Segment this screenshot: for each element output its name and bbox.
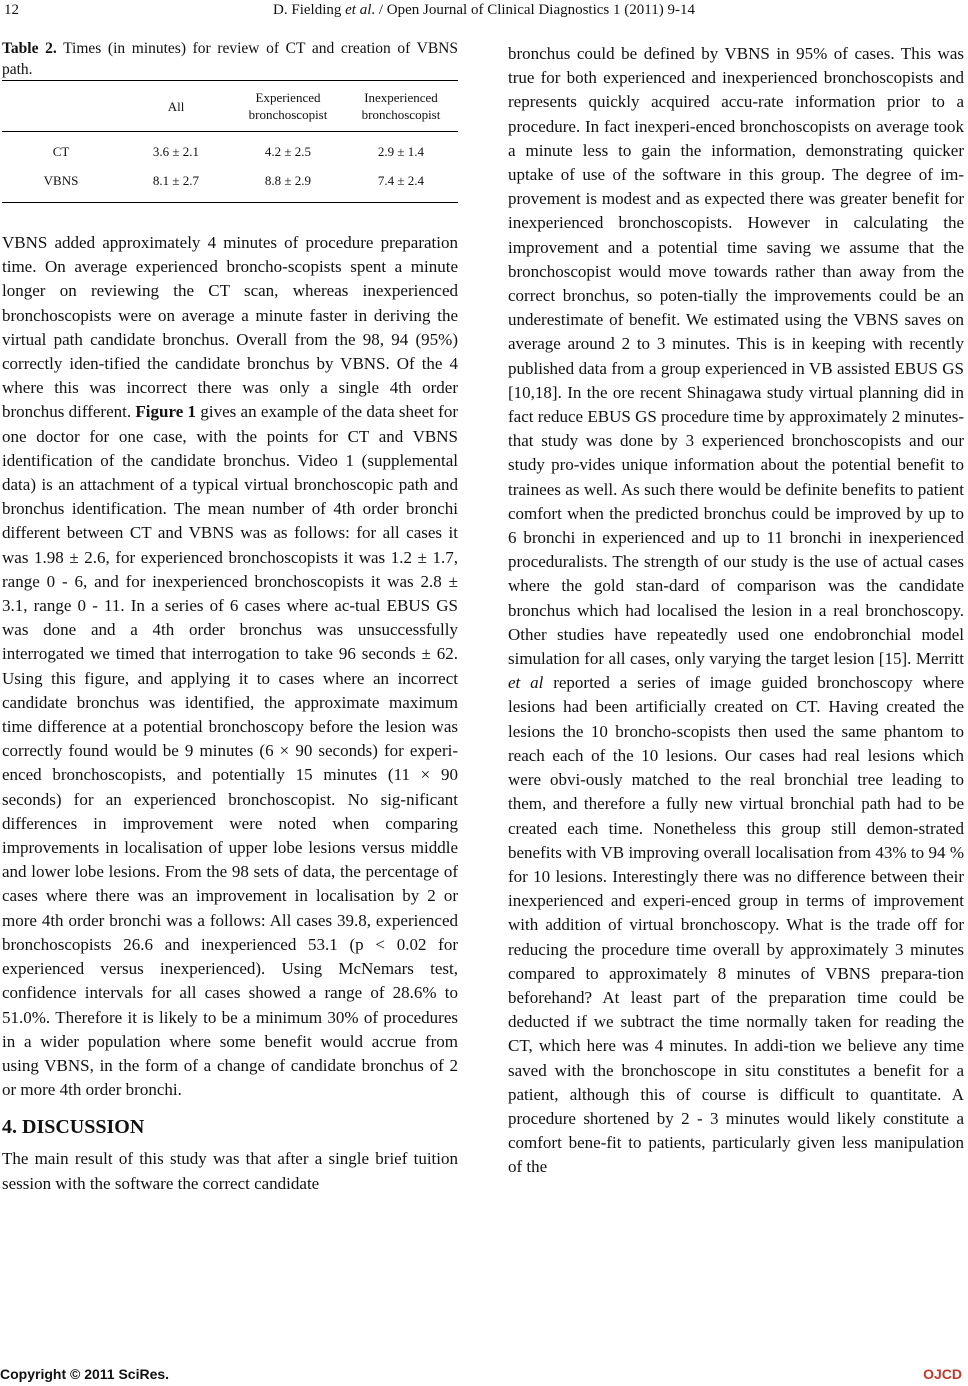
page-number: 12 bbox=[4, 2, 19, 18]
table-row bbox=[2, 132, 458, 168]
table-caption-text: Times (in minutes) for review of CT and creation of VBNS path. bbox=[2, 40, 458, 78]
table-header-cell: Experienced bronchoscopist bbox=[248, 90, 328, 122]
discussion-text-part2: reported a series of image guided bronchoscopy where lesions had been artificially created on CT. Having created the lesions the 10 broncho-scopists then used the same phantom to reach each of the 10 lesions. Our cases had real lesions which were obvi-ously matched to the real bronchial tree leading to them, and therefore a fully new virtual bronchial path had to be created each time. Nonetheless this group still demon-strated benefits with VB improving overall localisation from 43% to 94 % for 10 lesions. Interestingly there was no difference between their inexperienced and experi-enced group in terms of improvement with addition of virtual bronchoscopy. What is the trade off for reducing the procedure time overall by approximately 3 minutes compared to approximately 8 minutes of VBNS prepara-tion beforehand? At least part of the preparation time could be deducted if we subtract the time normally taken for reading the CT, which here was 4 minutes. In addi-tion we believe any time saved with the bronchoscope in situ constitutes a benefit for a patient, although this of course is difficult to quantitate. A procedure shortened by 2 - 3 minutes would likely constitute a comfort bene-fit to patients, particularly given less manipulation of the bbox=[508, 673, 964, 1177]
running-head-title bbox=[0, 2, 968, 19]
table-caption-label: Table 2. bbox=[2, 40, 57, 57]
running-header bbox=[0, 0, 968, 24]
results-text-part2: gives an example of the data sheet for one doctor for one case, with the points for CT and VBNS identification of the candidate bronchus. Video 1 (supplemental data) is an attachment of a typical virtual bronchoscopic path and bronchus identification. The mean number of 4th order bronchi different between CT and VBNS was as follows: for all cases it was 1.98 ± 2.6, for experienced bronchoscopists it was 1.2 ± 1.7, range 0 - 6, and for inexperienced bronchoscopists it was 2.8 ± 3.1, range 0 - 11. In a series of 6 cases where ac-tual EBUS GS was done and a 4th order bronchus was unsuccessfully interrogated we timed that interrogation to take 96 seconds ± 62. Using this figure, and applying it to cases where an incorrect candidate bronchus was identified, the approximate maximum time difference at a potential bronchoscopy before the lesion was correctly found would be 9 minutes (6 × 90 seconds) for experi-enced bronchoscopists, and potentially 15 minutes (11 × 90 seconds) for an experienced bronchoscopist. No sig-nificant differences in improvement were noted when comparing improvements in localisation of upper lobe lesions versus middle and lower lobe lesions. From the 98 sets of data, the percentage of cases where there was an improvement in localisation by 2 or more 4th order bronchi was a follows: All cases 39.8, experienced bronchoscopists 26.6 and inexperienced 53.1 (p < 0.02 for experienced versus inexperienced). Using McNemars test, confidence intervals for all cases showed a range of 28.6% to 51.0%. Therefore it is likely to be a minimum 30% of procedures in a wider population where some benefit would accrue from using VBNS, in the form of a change of candidate bronchus of 2 or more 4th order bronchi. bbox=[2, 402, 458, 1100]
running-head-journal: . / Open Journal of Clinical Diagnostics 1 (2011) 9-14 bbox=[371, 2, 695, 18]
results-text-part1: VBNS added approximately 4 minutes of procedure preparation time. On average experienced broncho-scopists spent a minute longer on reviewing the CT scan, whereas inexperienced bronchoscopists were on average a minute faster in deriving the virtual path candidate bronchus. Overall from the 98, 94 (95%) correctly iden-tified the candidate bronchus by VBNS. Of the 4 where this was incorrect there was only a single 4th order bronchus different. bbox=[2, 233, 458, 422]
copyright-notice: Copyright © 2011 SciRes. bbox=[0, 1366, 170, 1382]
figure-reference-link[interactable]: Figure 1 bbox=[135, 402, 197, 422]
table-cell: 7.4 ± 2.4 bbox=[377, 173, 425, 189]
running-head-author: D. Fielding bbox=[273, 2, 346, 18]
right-column bbox=[508, 42, 964, 1180]
page-footer bbox=[0, 1366, 968, 1386]
section-heading-discussion: 4. DISCUSSION bbox=[2, 1116, 145, 1139]
left-column bbox=[2, 38, 458, 1196]
table-cell: 8.8 ± 2.9 bbox=[264, 173, 312, 189]
table-cell: CT bbox=[52, 144, 70, 160]
table-header-cell: All bbox=[167, 98, 185, 114]
table-header-cell: Inexperienced bronchoscopist bbox=[361, 90, 441, 122]
running-head-et-al: et al bbox=[345, 2, 372, 18]
discussion-paragraph: The main result of this study was that after a single brief tuition session with the software the correct candidate bbox=[2, 1149, 458, 1193]
table-cell: 8.1 ± 2.7 bbox=[152, 173, 200, 189]
results-paragraph bbox=[2, 231, 458, 1102]
table-cell: 4.2 ± 2.5 bbox=[264, 144, 312, 160]
table-cell: 2.9 ± 1.4 bbox=[377, 144, 425, 160]
times-table bbox=[2, 80, 458, 203]
table-cell: 3.6 ± 2.1 bbox=[152, 144, 200, 160]
table-header-row bbox=[2, 81, 458, 132]
discussion-continued-paragraph bbox=[508, 42, 964, 1180]
table-caption bbox=[2, 38, 458, 80]
et-al-italic: et al bbox=[508, 673, 544, 693]
table-cell: VBNS bbox=[43, 173, 79, 189]
table-header-cell bbox=[2, 81, 120, 132]
journal-abbreviation: OJCD bbox=[923, 1366, 962, 1382]
discussion-text-part1: bronchus could be defined by VBNS in 95% of cases. This was true for both experienced and inexperienced bronchoscopists and represents quickly acquired accu-rate information prior to a procedure. In fact inexperi-enced bronchoscopists on average took a minute less to gain the information, demonstrating quicker uptake of use of the software in this group. The degree of im-provement is modest and as expected there was greater benefit for inexperienced bronchoscopists. However in calculating the improvement and a potential time saving we assume that the bronchoscopist would move towards rather than away from the correct bronchus, so poten-tially the improvements could be an underestimate of benefit. We estimated using the VBNS saves on average around 2 to 3 minutes. This is in keeping with recently published data from a group experienced in VB assisted EBUS GS [10,18]. In the ore recent Shinagawa study virtual planning did in fact reduce EBUS GS procedure time by approximately 2 minutes- that study was done by 3 experienced bronchoscopists and our study pro-vides unique information about the potential benefit to trainees as well. As such there would be definite benefits to patient comfort when the predicted bronchus could be improved by up to 6 bronchi in experienced and up to 11 bronchi in inexperienced proceduralists. The strength of our study is the use of actual cases where the gold stan-dard of comparison was the candidate bronchus which had localised the lesion in a real bronchoscopy. Other studies have repeatedly used one endobronchial model simulation for all cases, only varying the target lesion [15]. Merritt bbox=[508, 44, 964, 669]
table-row bbox=[2, 167, 458, 203]
